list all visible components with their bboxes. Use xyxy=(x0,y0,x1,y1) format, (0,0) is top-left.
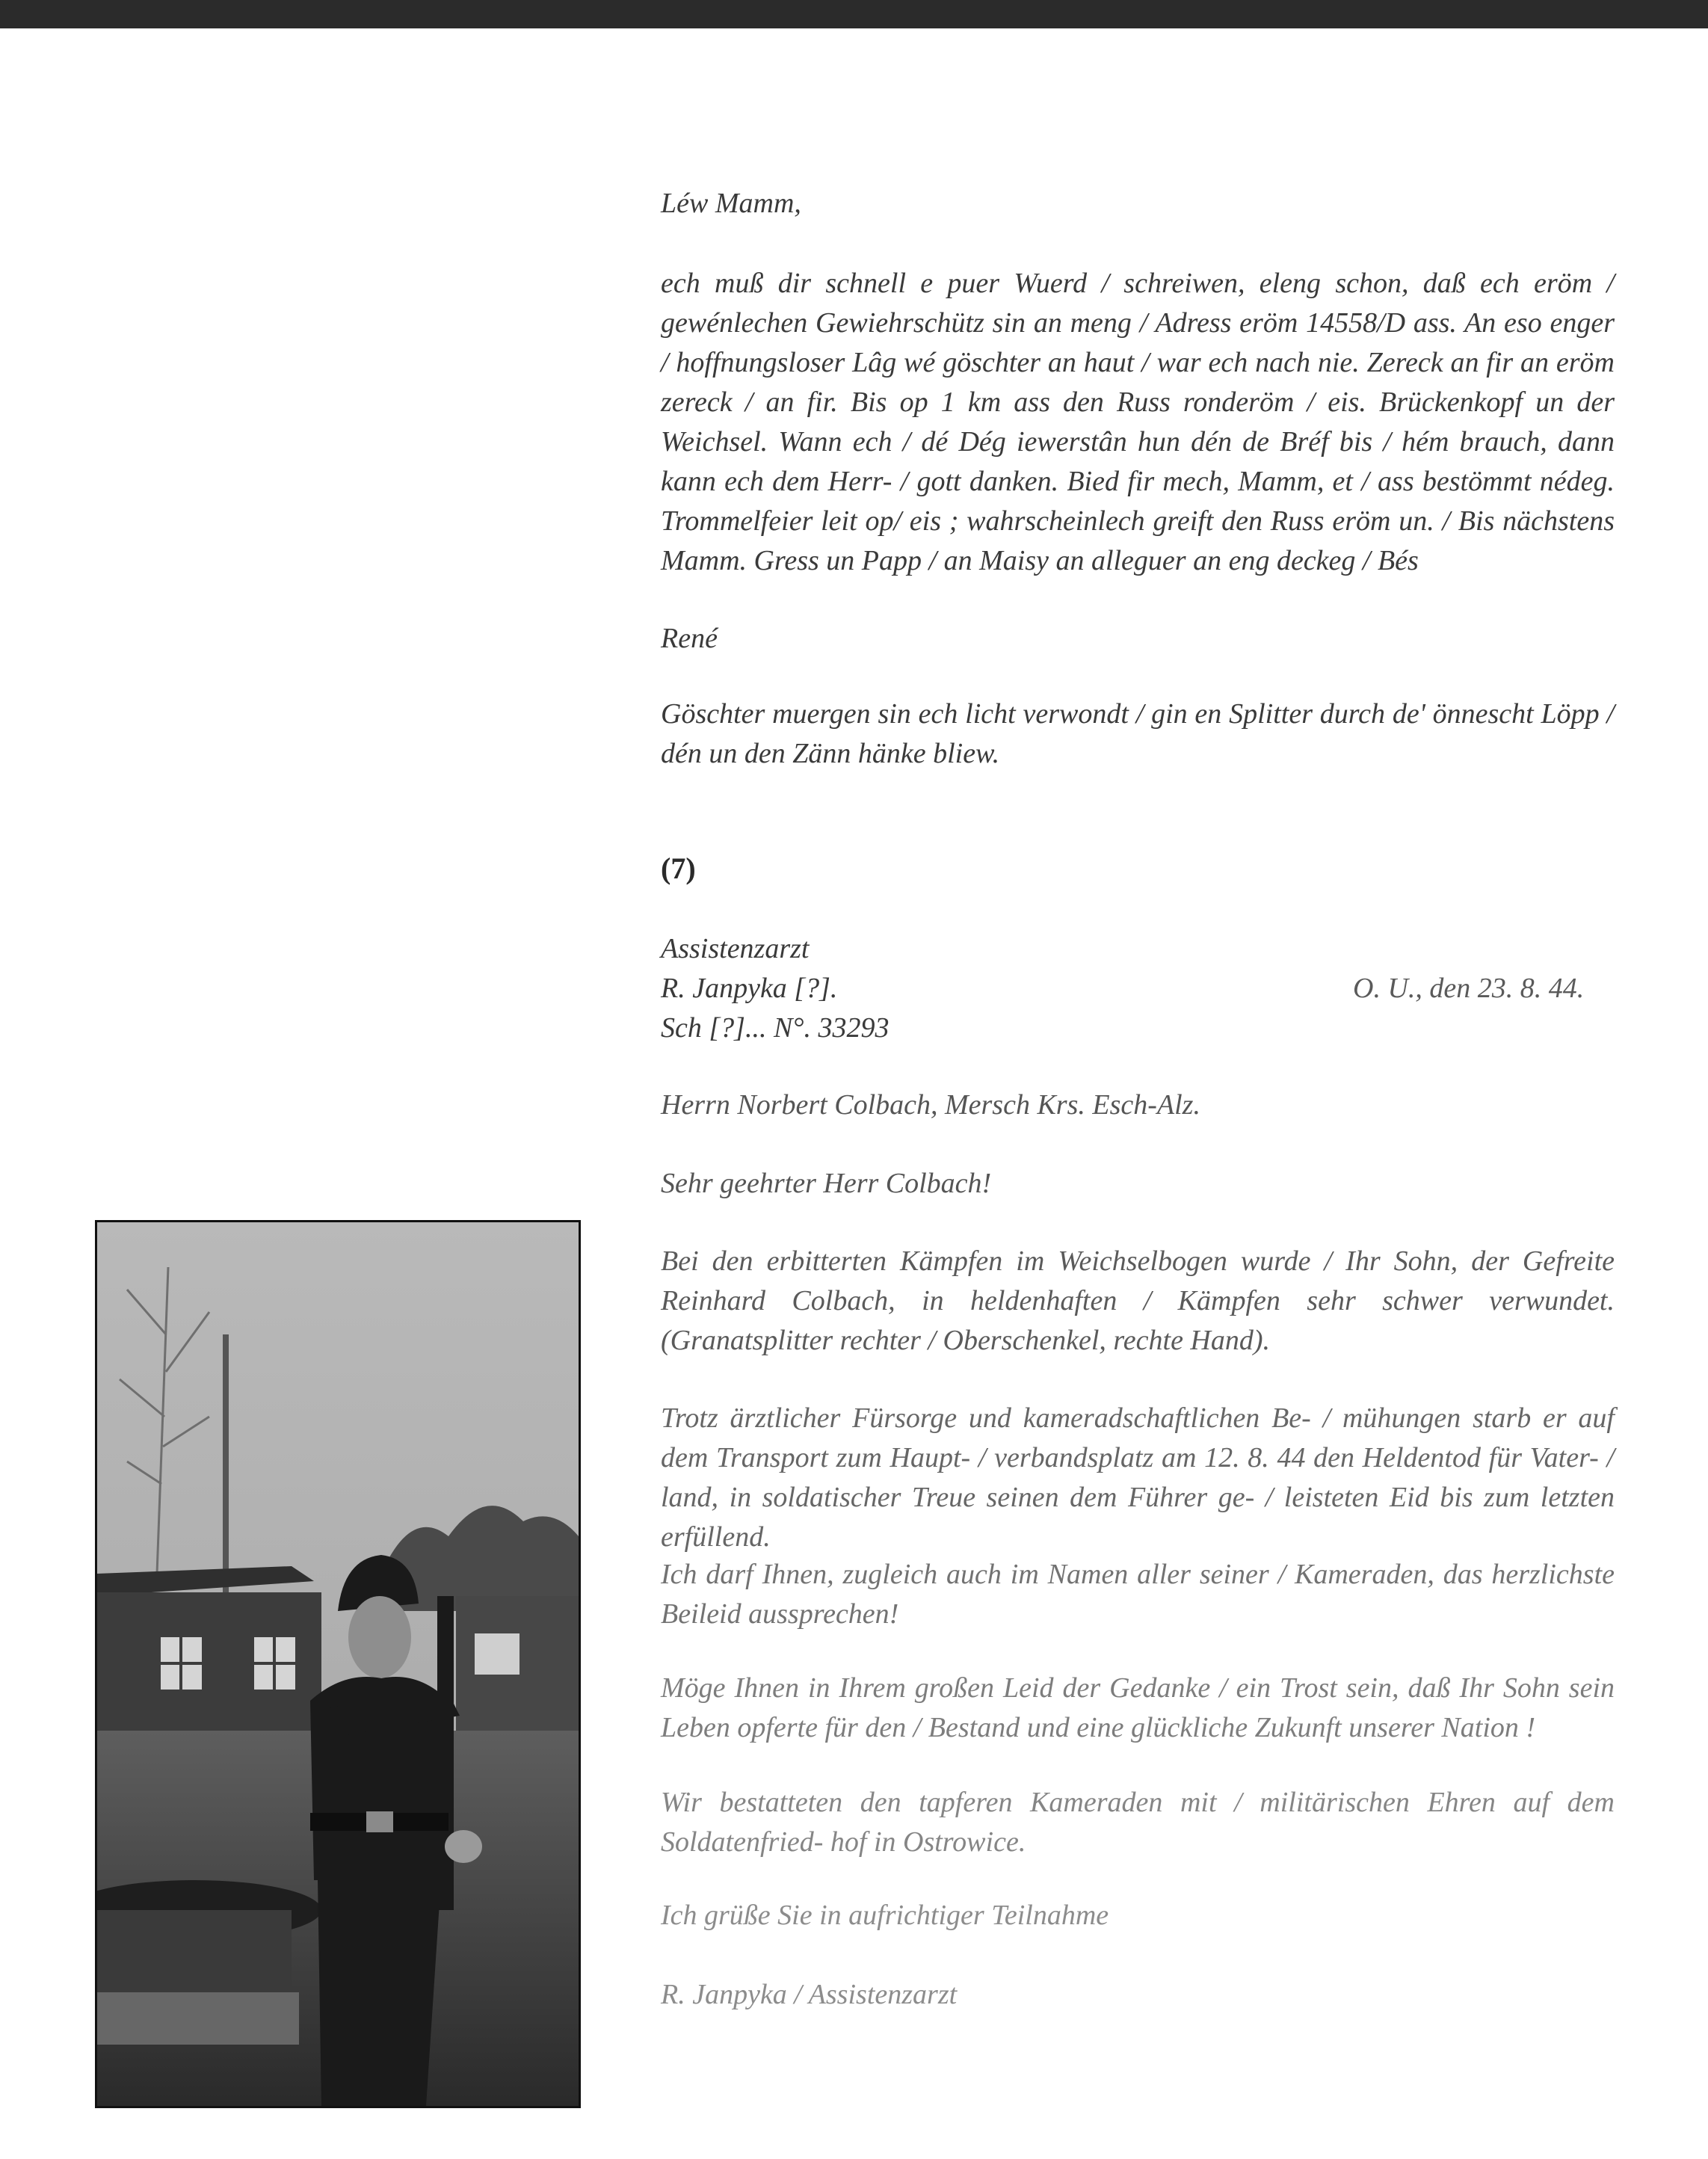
letter2-paragraph-5: Wir bestatteten den tapferen Kameraden mit / militärischen Ehren auf dem Soldatenfried- hof in Ostrowice. xyxy=(661,1787,1615,1858)
letter2-closing: Ich grüße Sie in aufrichtiger Teilnahme xyxy=(661,1900,1109,1931)
letter1-salutation: Léw Mamm, xyxy=(661,188,801,219)
sender-title: Assistenzarzt xyxy=(661,933,810,964)
letter1-body: ech muß dir schnell e puer Wuerd / schreiwen, eleng schon, daß ech eröm / gewénlechen Gewiehrschütz sin an meng / Adress eröm 14558/D ass. An eso enger / hoffnungsloser Lâg wé göschter an haut / war ech nach nie. Zereck an fir an eröm zereck / an fir. Bis op 1 km ass den Russ ronderöm / eis. Brückenkopf un der Weichsel. Wann ech / dé Dég iewerstân hun dén de Bréf bis / hém brauch, dann kann ech dem Herr- / gott danken. Bied fir mech, Mamm, et / ass bestömmt nédeg. Trommelfeier leit op/ eis ; wahrscheinlech greift den Russ eröm un. / Bis nächstens Mamm. Gress un Papp / an Maisy an alleguer an eng deckeg / Bés xyxy=(661,268,1615,576)
letter1-signature: René xyxy=(661,623,718,654)
sender-name: R. Janpyka [?]. xyxy=(661,973,838,1004)
soldier-photo xyxy=(95,1220,581,2108)
addressee: Herrn Norbert Colbach, Mersch Krs. Esch-Alz. xyxy=(661,1089,1200,1121)
letter2-paragraph-1: Bei den erbitterten Kämpfen im Weichselbogen wurde / Ihr Sohn, der Gefreite Reinhard Colbach, in heldenhaften / Kämpfen sehr schwer verwundet. (Granatsplitter rechter / Oberschenkel, rechte Hand). xyxy=(661,1245,1615,1356)
letter1-postscript: Göschter muergen sin ech licht verwondt / gin en Splitter durch de' önnescht Löpp / dén un den Zänn hänke bliew. xyxy=(661,698,1615,769)
top-dark-band xyxy=(0,0,1708,28)
letter2-paragraph-3: Ich darf Ihnen, zugleich auch im Namen aller seiner / Kameraden, das herzlichste Beileid aussprechen! xyxy=(661,1559,1615,1630)
section-number: (7) xyxy=(661,851,696,885)
letter2-paragraph-4: Möge Ihnen in Ihrem großen Leid der Gedanke / ein Trost sein, daß Ihr Sohn sein Leben opferte für den / Bestand und eine glückliche Zukunft unserer Nation ! xyxy=(661,1672,1615,1743)
place-date: O. U., den 23. 8. 44. xyxy=(1353,973,1585,1004)
letter2-paragraph-2: Trotz ärztlicher Fürsorge und kameradschaftlichen Be- / mühungen starb er auf dem Transport zum Haupt- / verbandsplatz am 12. 8. 44 den Heldentod für Vater- / land, in soldatischer Treue seinen dem Führer ge- / leisteten Eid bis zum letzten erfüllend. xyxy=(661,1402,1615,1553)
letter2-signature: R. Janpyka / Assistenzarzt xyxy=(661,1979,958,2010)
sender-number: Sch [?]... N°. 33293 xyxy=(661,1012,890,1044)
soldier-photo-illustration xyxy=(97,1222,579,2106)
greeting: Sehr geehrter Herr Colbach! xyxy=(661,1168,992,1199)
